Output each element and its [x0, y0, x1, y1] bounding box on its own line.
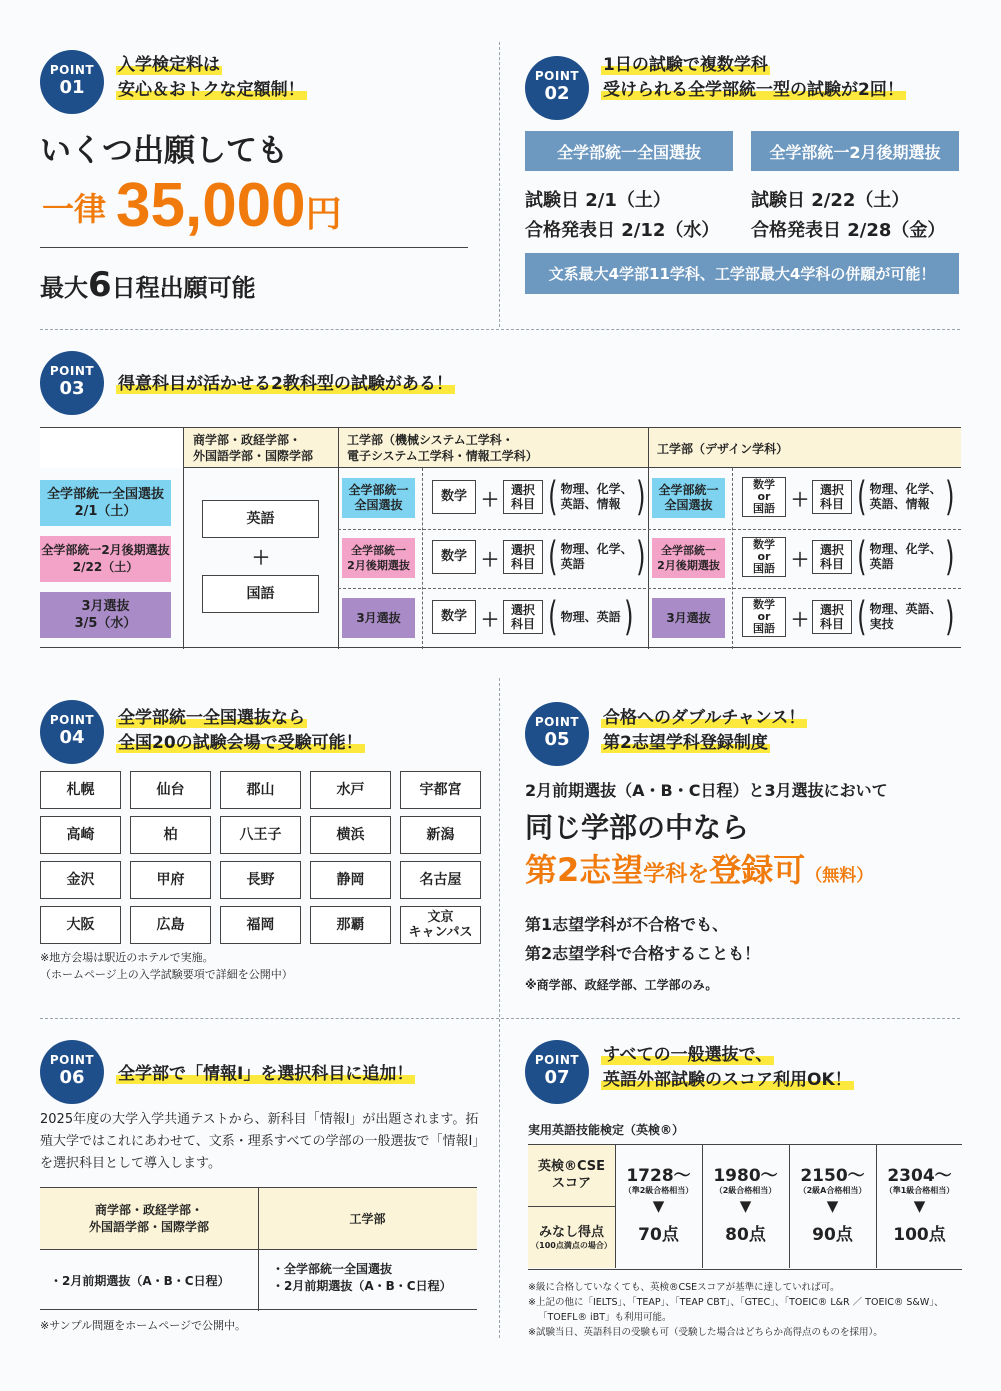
venue-city: 文京 キャンパス: [400, 906, 481, 944]
subject-math: 数学: [432, 600, 476, 634]
points-label: みなし得点: [538, 1224, 604, 1240]
options-text: 物理、英語、 実技: [869, 602, 942, 631]
elective-options: ( 物理、英語 ): [548, 594, 634, 640]
second-choice-b: 学科を: [643, 862, 710, 887]
second-choice: [525, 845, 873, 891]
cse-score: 1980〜: [713, 1166, 778, 1186]
point-badge: POINT 04: [40, 700, 104, 764]
elective-options: ( 物理、化学、 英語 ): [548, 534, 646, 580]
max-days-a: 最大: [40, 274, 88, 302]
divider: [40, 329, 960, 330]
point-badge: POINT 05: [525, 702, 589, 766]
point-heading: 入学検定料は 安心＆おトクな定額制！: [118, 55, 305, 100]
venue-city: 甲府: [130, 861, 211, 899]
multi-apply-note: 文系最大4学部11学科、工学部最大4学科の併願が可能！: [525, 253, 959, 294]
row-sep: [338, 529, 961, 530]
exam-date: 試験日 2/22（土）: [751, 190, 910, 211]
max-days: [40, 265, 256, 305]
grade-equivalent: （準1級合格相当）: [884, 1186, 955, 1195]
result-date: 合格発表日 2/12（水）: [525, 220, 720, 241]
plus-sign: ＋: [791, 610, 809, 631]
point-heading: 得意科目が活かせる2教科型の試験がある！: [118, 374, 453, 394]
converted-points: 90点: [812, 1225, 853, 1245]
col-sep: [422, 468, 423, 649]
cse-score: 2304〜: [887, 1166, 952, 1186]
col-header: 工学部（機械システム工学科・ 電子システム工学科・情報工学科）: [347, 433, 538, 463]
fee-prefix: 一律: [42, 190, 107, 228]
col-sep: [338, 428, 339, 649]
converted-points: 80点: [725, 1225, 766, 1245]
point-heading: すべての一般選抜で、 英語外部試験のスコア利用OK！: [603, 1045, 852, 1090]
exam-type: 全学部統一 2月後期選抜: [652, 538, 725, 578]
col-header: 商学部・政経学部・ 外国語学部・国際学部: [88, 1203, 209, 1234]
intro-text: 2月前期選抜（A・B・C日程）と3月選抜において: [525, 781, 888, 800]
score-note: ※上記の他に「IELTS」、「TEAP」、「TEAP CBT」、「GTEC」、「TOEIC® L&R ／ TOEIC® S&W」、: [528, 1297, 944, 1308]
venue-city: 那覇: [310, 906, 391, 944]
point-heading: 全学部で「情報Ⅰ」を選択科目に追加！: [118, 1064, 414, 1084]
plus-sign: ＋: [791, 550, 809, 571]
plus-sign: ＋: [481, 610, 499, 631]
point-badge: POINT 07: [525, 1040, 589, 1104]
exam-label-feb-late: 全学部統一2月後期選抜: [751, 131, 959, 171]
row-label-feb-late: 全学部統一2月後期選抜 2/22（土）: [40, 536, 171, 582]
options-text: 物理、化学、 英語: [869, 542, 942, 571]
divider: [499, 42, 500, 327]
exam-type: 3月選抜: [342, 598, 415, 638]
options-text: 物理、英語: [560, 609, 621, 624]
max-days-b: 6: [88, 265, 112, 305]
second-choice-a: 第2志望: [525, 851, 644, 889]
venue-city: 新潟: [400, 816, 481, 854]
subject-math: 数学: [432, 540, 476, 574]
table-cell: ・2月前期選抜（A・B・C日程）: [50, 1274, 230, 1288]
second-choice-d: （無料）: [805, 866, 874, 886]
score-table: [528, 1144, 962, 1270]
venue-note: （ホームページ上の入学試験要項で詳細を公開中）: [40, 968, 293, 981]
venue-city: 高崎: [40, 816, 121, 854]
venue-city: 福岡: [220, 906, 301, 944]
elective-options: ( 物理、英語、 実技 ): [857, 594, 955, 640]
grade-equivalent: （2級A合格相当）: [798, 1186, 867, 1195]
venue-city: 大阪: [40, 906, 121, 944]
venue-city: 仙台: [130, 771, 211, 809]
info-table: [40, 1187, 477, 1310]
table-caption: 実用英語技能検定（英検®）: [528, 1123, 685, 1137]
venue-city: 横浜: [310, 816, 391, 854]
fee-amount: 35,000: [116, 171, 306, 240]
venue-city: 柏: [130, 816, 211, 854]
second-choice-c: 登録可: [709, 851, 806, 889]
subject-english: 英語: [202, 500, 319, 538]
faculty-note: ※商学部、政経学部、工学部のみ。: [525, 978, 718, 992]
grade-equivalent: （2級合格相当）: [714, 1186, 777, 1195]
subject-elective: 選択 科目: [812, 540, 852, 574]
options-text: 物理、化学、 英語、情報: [869, 482, 942, 511]
elective-options: ( 物理、化学、 英語 ): [857, 534, 955, 580]
row-label-national: 全学部統一全国選抜 2/1（土）: [40, 480, 171, 526]
options-text: 物理、化学、 英語、情報: [560, 482, 633, 511]
venue-note: ※地方会場は駅近のホテルで実施。: [40, 951, 214, 964]
options-text: 物理、化学、 英語: [560, 542, 633, 571]
plus-sign: ＋: [481, 490, 499, 511]
point-heading: 合格へのダブルチャンス！ 第2志望学科登録制度: [603, 708, 806, 753]
plus-sign: ＋: [252, 548, 270, 569]
plus-sign: ＋: [791, 490, 809, 511]
exam-label-national: 全学部統一全国選抜: [525, 131, 733, 171]
subject-elective: 選択 科目: [503, 600, 543, 634]
exam-type: 全学部統一 全国選抜: [652, 478, 725, 518]
subject-math-or-japanese: 数学 or 国語: [742, 537, 786, 577]
plus-sign: ＋: [481, 550, 499, 571]
subject-elective: 選択 科目: [812, 600, 852, 634]
divider: [499, 678, 500, 1338]
info-body: 2025年度の大学入学共通テストから、新科目「情報Ⅰ」が出題されます。拓殖大学ではこれにあわせて、文系・理系すべての学部の一般選抜で「情報Ⅰ」を選択科目として導入します。: [40, 1112, 479, 1171]
subject-elective: 選択 科目: [812, 480, 852, 514]
venue-city: 金沢: [40, 861, 121, 899]
down-arrow-icon: ▼: [652, 1197, 665, 1215]
rule: [40, 247, 468, 248]
table-cell: ・全学部統一全国選抜 ・2月前期選抜（A・B・C日程）: [272, 1262, 452, 1293]
score-note: 「TOEFL® iBT」も利用可能。: [538, 1312, 672, 1323]
divider: [40, 1018, 960, 1019]
col-header: 工学部: [349, 1211, 386, 1226]
row-sep: [338, 588, 961, 589]
col-header: 工学部（デザイン学科）: [657, 442, 789, 456]
point-heading: 1日の試験で複数学科 受けられる全学部統一型の試験が2回！: [603, 55, 904, 100]
point-badge: POINT 03: [40, 351, 104, 415]
cse-score: 1728〜: [626, 1166, 691, 1186]
elective-options: ( 物理、化学、 英語、情報 ): [857, 474, 955, 520]
subjects-table: [40, 427, 961, 648]
grade-equivalent: （準2級合格相当）: [623, 1186, 694, 1195]
col-sep: [183, 428, 184, 649]
subject-elective: 選択 科目: [503, 480, 543, 514]
down-arrow-icon: ▼: [826, 1197, 839, 1215]
row-label-march: 3月選抜 3/5（水）: [40, 592, 171, 638]
score-note: ※試験当日、英語科目の受験も可（受験した場合はどちらか高得点のものを採用）。: [528, 1327, 883, 1338]
point-heading: 全学部統一全国選抜なら 全国20の試験会場で受験可能！: [118, 708, 363, 753]
header-blank: [40, 428, 183, 468]
result-date: 合格発表日 2/28（金）: [751, 220, 946, 241]
exam-type: 全学部統一 全国選抜: [342, 478, 415, 518]
same-faculty: 同じ学部の中なら: [525, 811, 750, 844]
subject-math-or-japanese: 数学 or 国語: [742, 597, 786, 637]
down-arrow-icon: ▼: [739, 1197, 752, 1215]
exam-type: 3月選抜: [652, 598, 725, 638]
points-sublabel: （100点満点の場合）: [531, 1240, 612, 1250]
col-header: 商学部・政経学部・ 外国語学部・国際学部: [193, 433, 314, 463]
benefit-text: 第1志望学科が不合格でも、: [525, 915, 729, 934]
sample-note: ※サンプル問題をホームページで公開中。: [40, 1319, 247, 1332]
down-arrow-icon: ▼: [913, 1197, 926, 1215]
venue-city: 広島: [130, 906, 211, 944]
cse-score: 2150〜: [800, 1166, 865, 1186]
subject-math-or-japanese: 数学 or 国語: [742, 477, 786, 517]
subject-math: 数学: [432, 480, 476, 514]
point-badge: POINT 02: [525, 56, 589, 120]
point-badge: POINT 01: [40, 50, 104, 114]
point-badge: POINT 06: [40, 1040, 104, 1104]
score-note: ※級に合格していなくても、英検®CSEスコアが基準に達していれば可。: [528, 1282, 840, 1293]
venue-city: 郡山: [220, 771, 301, 809]
score-cells: [528, 1145, 962, 1268]
exam-date: 試験日 2/1（土）: [525, 190, 671, 211]
headline: いくつ出願しても: [40, 133, 288, 169]
fee-unit: 円: [305, 194, 342, 235]
fee-headline: [42, 170, 342, 240]
row-label-cse: 英検®CSE スコア: [537, 1159, 606, 1191]
exam-type: 全学部統一 2月後期選抜: [342, 538, 415, 578]
elective-options: ( 物理、化学、 英語、情報 ): [548, 474, 646, 520]
converted-points: 100点: [893, 1225, 946, 1245]
subject-elective: 選択 科目: [503, 540, 543, 574]
venue-city: 長野: [220, 861, 301, 899]
venue-city: 八王子: [220, 816, 301, 854]
benefit-text: 第2志望学科で合格することも！: [525, 944, 761, 963]
converted-points: 70点: [638, 1225, 679, 1245]
max-days-c: 日程出願可能: [111, 274, 256, 302]
venue-city: 札幌: [40, 771, 121, 809]
col-sep: [732, 468, 733, 649]
subject-japanese: 国語: [202, 575, 319, 613]
venue-city: 水戸: [310, 771, 391, 809]
venue-city: 名古屋: [400, 861, 481, 899]
venue-city: 宇都宮: [400, 771, 481, 809]
venue-city: 静岡: [310, 861, 391, 899]
